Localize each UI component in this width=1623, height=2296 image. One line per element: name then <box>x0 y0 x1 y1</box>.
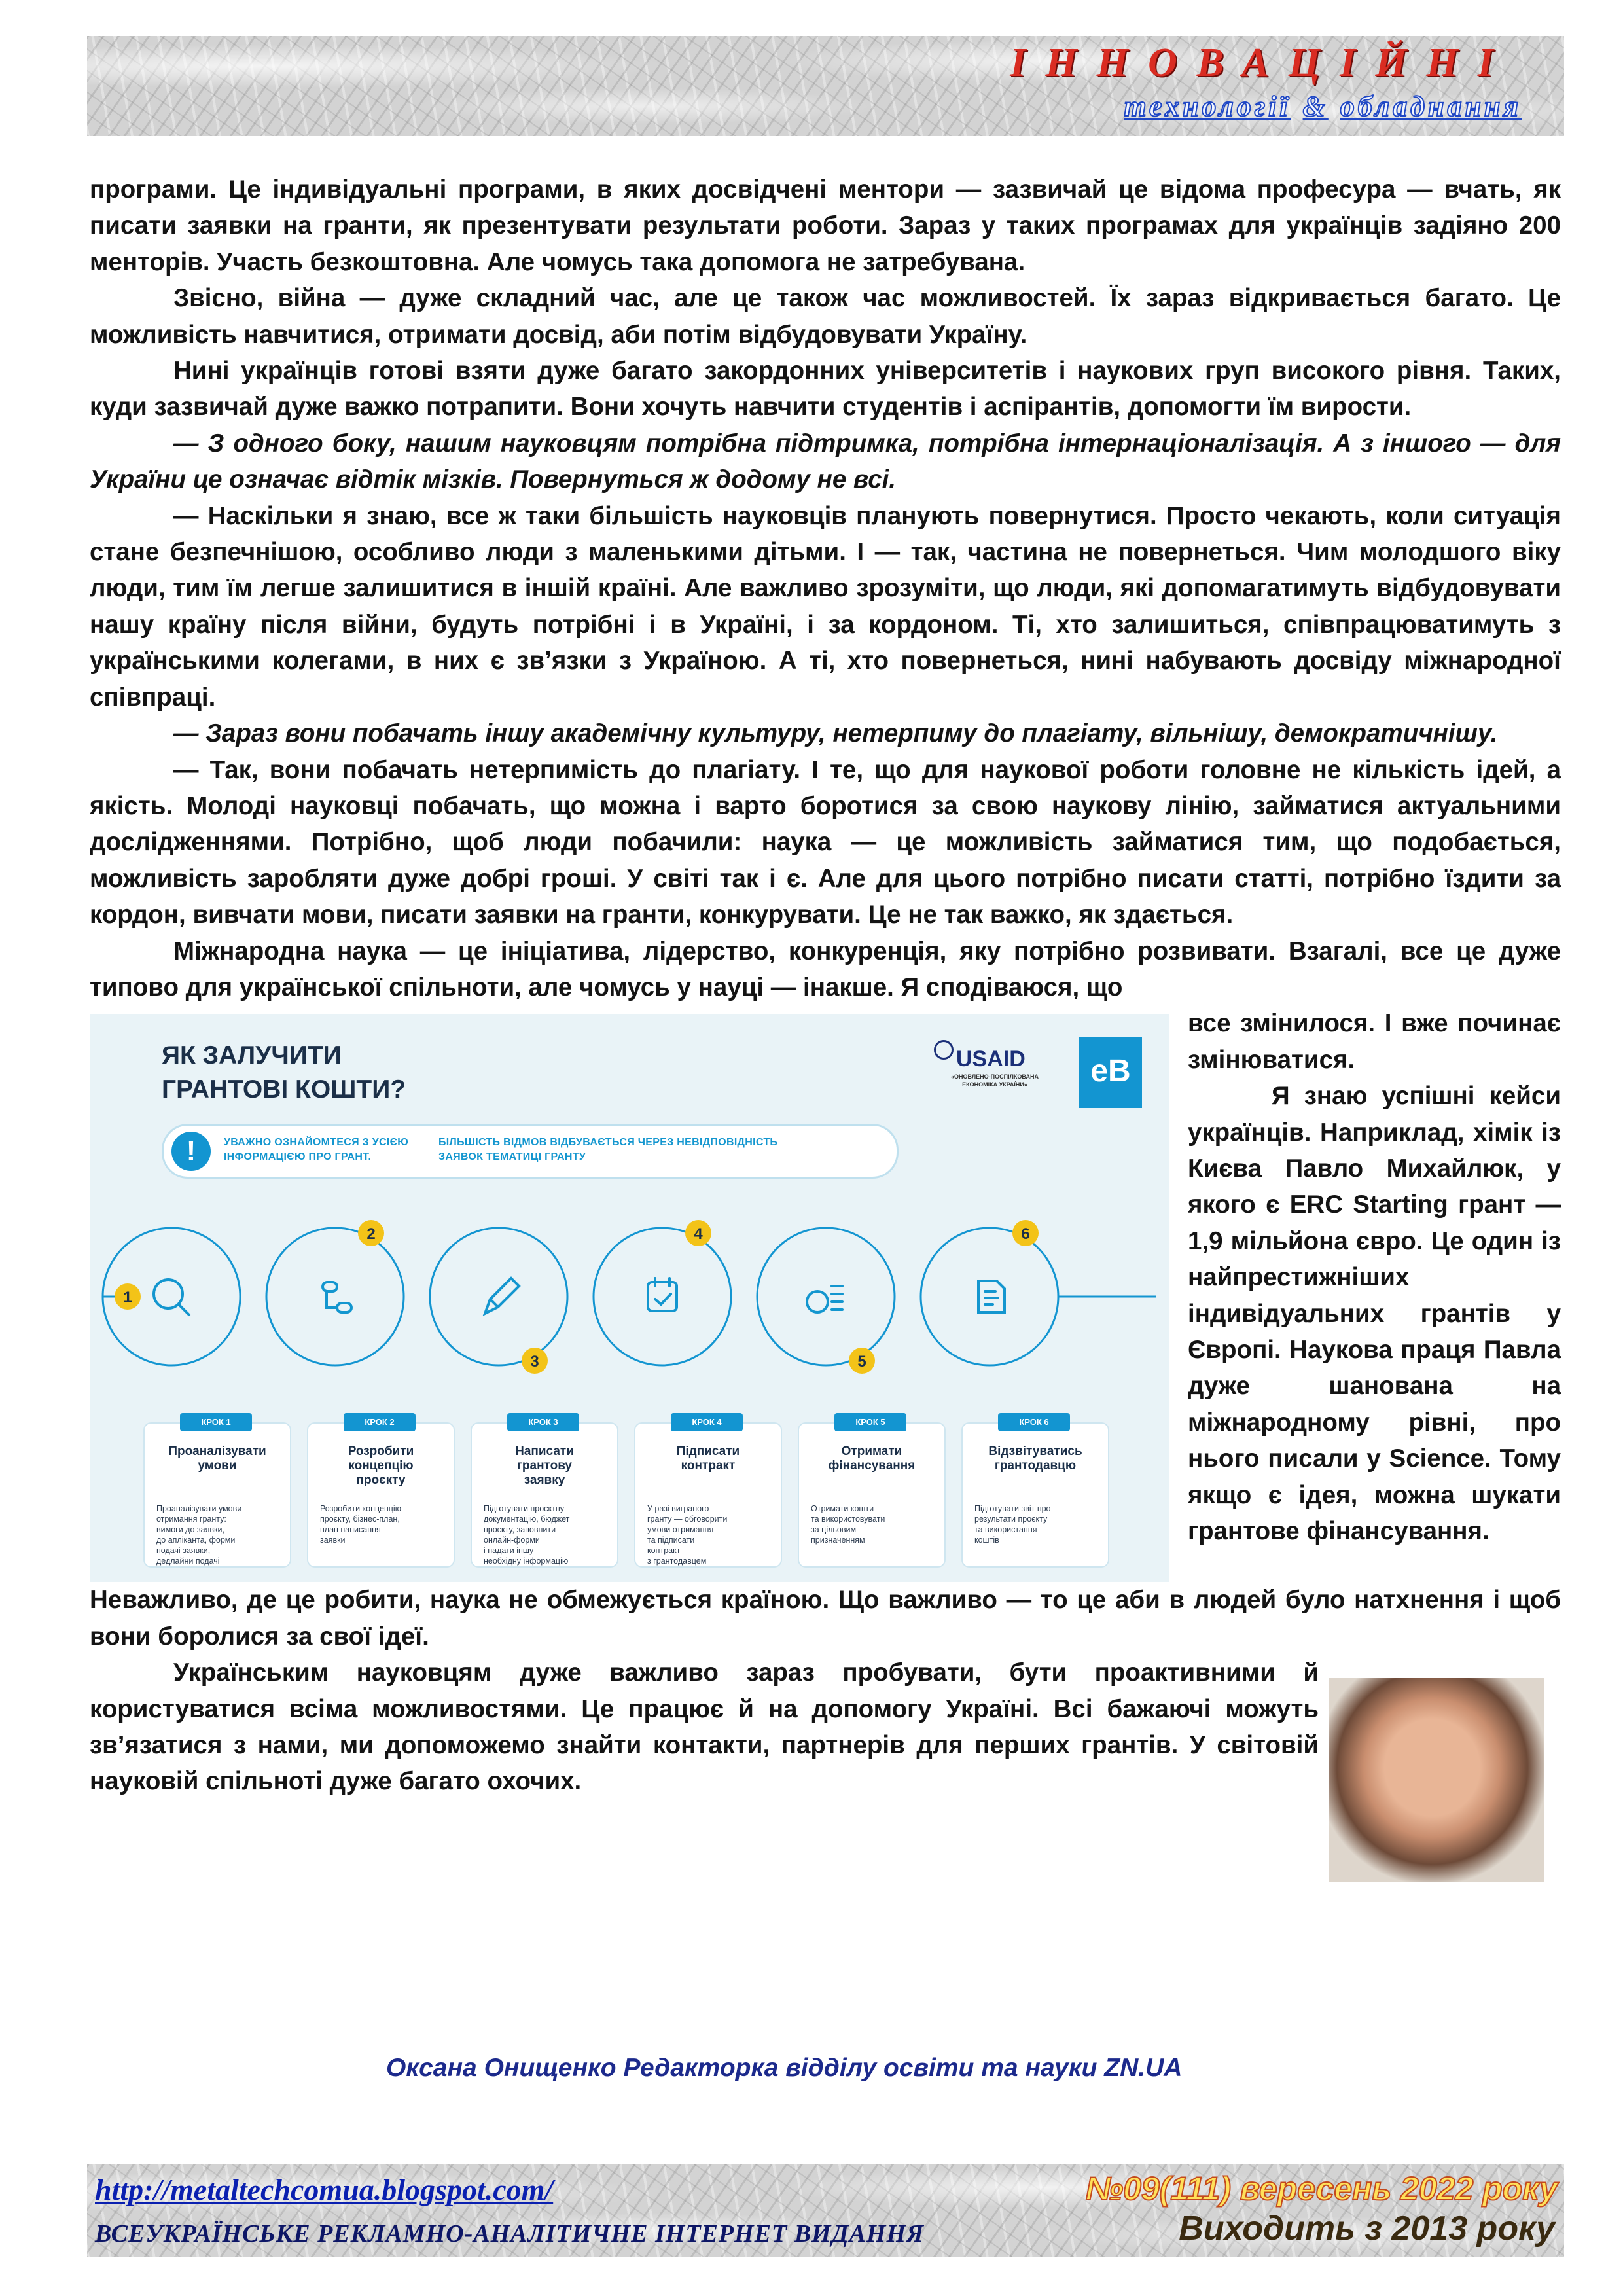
paragraph: Нині українців готові взяти дуже багато закордонних університетів і наукових груп високого рівня. Таких, куди зазвичай дуже важко потрапити. Вони хочуть навчити студентів і аспірантів, допомогти їм вирости. <box>90 357 1561 422</box>
step-title: Відзвітуватись грантодавцю <box>988 1444 1082 1473</box>
step-description: Підготувати проєктну документацію, бюджет проєкту, заповнити онлайн-форми і надати іншу необхідну інформацію <box>484 1504 570 1566</box>
step-circle <box>430 1228 567 1365</box>
pencil-icon <box>485 1278 519 1314</box>
step-title: Проаналізувати умови <box>168 1444 266 1473</box>
step-number: 1 <box>123 1289 132 1307</box>
paragraph: Я знаю успішні кейси українців. Наприклад, хімік із Києва Павло Михайлюк, у якого є ERC Starting грант — 1,9 мільйона євро. Це один із найпрестижніших індивідуальних грантів у Європі. Наукова праця Павла дуже шанована на міжнародному рівні, про нього писали у Science. Тому якщо є ідея, можна шукати грантове фінансування. <box>1188 1082 1561 1546</box>
step-tag: КРОК 3 <box>507 1413 579 1431</box>
exclamation-icon: ! <box>171 1132 211 1171</box>
paragraph: Українським науковцям дуже важливо зараз пробувати, бути проактивними й користуватися всіма можливостями. Це працює й на допомогу Україні. Всі бажаючі можуть зв’язатися з нами, ми допоможемо знайти контакти, партнерів для перших грантів. У світовій науковій спільноті дуже багато охочих. <box>90 1659 1319 1796</box>
concept-diagram-icon <box>323 1282 351 1312</box>
subtitle-equipment: обладнання <box>1340 90 1522 122</box>
step-number: 5 <box>857 1353 866 1371</box>
step-icons <box>154 1278 1005 1315</box>
step-description: Отримати кошти та використовувати за цільовим призначенням <box>811 1504 885 1545</box>
usaid-caption: «ОНОВЛЕНО-ПОСПІЛКОВАНА ЕКОНОМІКА УКРАЇНИ» <box>951 1073 1039 1088</box>
interviewer-question: — З одного боку, нашим науковцям потрібна підтримка, потрібна інтернаціоналізація. А з іншого — для України це означає відтік мізків. Повернуться ж додому не всі. <box>90 429 1561 494</box>
paragraph: — Так, вони побачать нетерпимість до плагіату. І те, що для наукової роботи головне не кількість ідей, а якість. Молоді науковці побачать, що можна і варто боротися за свою наукову лінію, займатися актуальними дослідженнями. Потрібно, щоб люди побачили: наука — це можливість займатися тим, що подобається, можливість заробляти дуже добрі гроші. У світі так і є. Але для цього потрібно писати статті, потрібно їздити за кордон, вивчати мови, писати заявки на гранти, конкурувати. Це не так важко, як здається. <box>90 755 1561 929</box>
step-description: Розробити концепцію проєкту, бізнес-план, план написання заявки <box>320 1504 402 1545</box>
step-title: Розробити концепцію проєкту <box>348 1444 414 1488</box>
step-number-badges <box>115 1220 1039 1374</box>
step-tag: КРОК 1 <box>180 1413 252 1431</box>
paragraph: Звісно, війна — дуже складний час, але це також час можливостей. Їх зараз відкривається багато. Це можливість навчитися, отримати досвід, аби потім відбудовувати Україну. <box>90 284 1561 349</box>
closing-block <box>90 1655 1561 1800</box>
usaid-seal-icon <box>934 1040 954 1060</box>
step-number: 6 <box>1021 1225 1030 1244</box>
step-description: Підготувати звіт про результати проєкту та використання коштів <box>974 1504 1051 1545</box>
page-header <box>87 36 1564 136</box>
step-title: Підписати контракт <box>676 1444 740 1473</box>
step-card-2 <box>307 1422 455 1568</box>
report-document-icon <box>978 1281 1005 1312</box>
article-body <box>90 171 1561 1800</box>
step-tag: КРОК 2 <box>344 1413 416 1431</box>
step-tag: КРОК 5 <box>834 1413 906 1431</box>
step-tag: КРОК 4 <box>671 1413 743 1431</box>
published-since: Виходить з 2013 року <box>1179 2210 1555 2248</box>
magazine-subtitle <box>1124 90 1522 123</box>
publication-tagline: ВСЕУКРАЇНСЬКЕ РЕКЛАМНО-АНАЛІТИЧНЕ ІНТЕРНЕТ ВИДАННЯ <box>95 2220 925 2248</box>
step-number: 4 <box>694 1225 703 1244</box>
magnifier-icon <box>154 1280 189 1315</box>
paragraph: програми. Це індивідуальні програми, в яких досвідчені ментори — зазвичай це відома професура — вчать, як писати заявки на гранти, як презентувати результати роботи. Зараз у таких програмах для українців задіяно 200 менторів. Участь безкоштовна. Але чомусь така допомога не затребувана. <box>90 175 1561 276</box>
step-circle <box>266 1228 404 1365</box>
author-signature: Оксана Онищенко Редакторка відділу освіти та науки ZN.UA <box>386 2054 1183 2082</box>
page-footer <box>87 2164 1564 2257</box>
paragraph: Неважливо, де це робити, наука не обмежується країною. Що важливо — то це аби в людей було натхнення і щоб вони боролися за свої ідеї. <box>90 1586 1561 1651</box>
subtitle-technologies: технології <box>1124 90 1291 122</box>
grant-infographic <box>90 1014 1169 1582</box>
calendar-check-icon <box>648 1278 677 1311</box>
subtitle-ampersand: & <box>1302 90 1329 122</box>
step-number: 3 <box>530 1353 539 1371</box>
author-photo <box>1329 1678 1544 1882</box>
step-description: У разі виграного гранту — обговорити умови отримання та підписати контракт з грантодавцем <box>647 1504 728 1566</box>
step-card-3 <box>471 1422 618 1568</box>
interviewer-question: — Зараз вони побачать іншу академічну культуру, нетерпиму до плагіату, вільнішу, демократичнішу. <box>173 719 1498 748</box>
step-title: Написати грантову заявку <box>515 1444 574 1488</box>
usaid-wordmark: USAID <box>956 1047 1026 1072</box>
alert-text-right: БІЛЬШІСТЬ ВІДМОВ ВІДБУВАЄТЬСЯ ЧЕРЕЗ НЕВІДПОВІДНІСТЬ ЗАЯВОК ТЕМАТИЦІ ГРАНТУ <box>438 1137 778 1163</box>
step-tag: КРОК 6 <box>998 1413 1070 1431</box>
issue-number: №09(111) вересень 2022 року <box>1085 2170 1558 2207</box>
infographic-title: ЯК ЗАЛУЧИТИ ГРАНТОВІ КОШТИ? <box>162 1041 406 1104</box>
step-description: Проаналізувати умови отримання гранту: вимоги до заявки, до апліканта, форми подачі заявки, дедлайни подачі <box>156 1504 242 1566</box>
paragraph: — Наскільки я знаю, все ж таки більшість науковців планують повернутися. Просто чекають, коли ситуація стане безпечнішою, особливо люди з маленькими дітьми. І — так, частина не повернеться. Чим молодшого віку люди, тим їм легше залишитися в іншій країні. Але важливо зрозуміти, що люди, які допомагатимуть відбудовувати нашу країну після війни, будуть потрібні і в Україні, і за кордоном. Ті, хто залишиться, співпрацюватимуть з українськими колегами, в них є зв’язки з Україною. А ті, хто повернеться, нині набувають досвіду міжнародної співпраці. <box>90 501 1561 711</box>
blog-link[interactable]: http://metaltechcomua.blogspot.com/ <box>95 2173 554 2206</box>
usaid-logo <box>934 1036 1056 1107</box>
eb-logo: eB <box>1079 1037 1142 1108</box>
infographic-alert <box>162 1124 899 1179</box>
wrapped-text-column <box>1188 1005 1561 1549</box>
step-circles <box>103 1228 1058 1365</box>
step-card-6 <box>961 1422 1109 1568</box>
step-card-5 <box>798 1422 946 1568</box>
step-circle <box>594 1228 731 1365</box>
paragraph: Міжнародна наука — це ініціатива, лідерство, конкуренція, яку потрібно розвивати. Взагалі, все це дуже типово для української спільноти, але чомусь у науці — інакше. Я сподіваюся, що <box>90 937 1561 1001</box>
coins-icon <box>807 1286 842 1312</box>
step-title: Отримати фінансування <box>828 1444 916 1473</box>
paragraph: все змінилося. І вже починає змінюватися. <box>1188 1009 1561 1074</box>
step-number: 2 <box>366 1225 376 1244</box>
step-card-1 <box>143 1422 291 1568</box>
magazine-title: ІННОВАЦІЙНІ <box>1010 41 1513 85</box>
infographic-wrap <box>90 1005 1561 1582</box>
step-card-4 <box>634 1422 782 1568</box>
alert-text-left: УВАЖНО ОЗНАЙОМТЕСЯ З УСІЄЮ ІНФОРМАЦІЄЮ ПРО ГРАНТ. <box>224 1137 409 1163</box>
